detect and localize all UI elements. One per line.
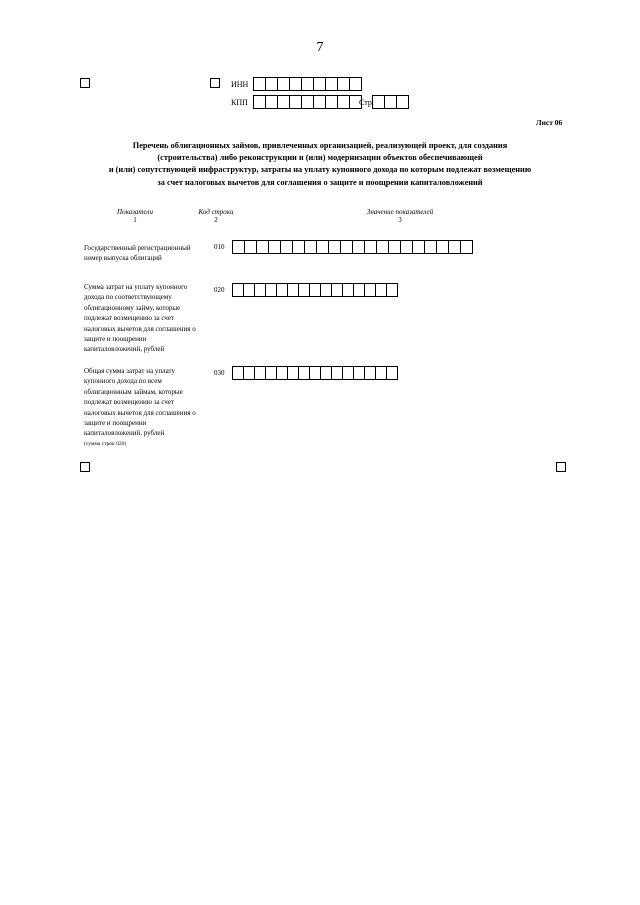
column-header-line-code: Код строки bbox=[198, 208, 234, 216]
input-cell[interactable] bbox=[310, 367, 321, 379]
input-cell[interactable] bbox=[377, 241, 389, 253]
row-label-line: капиталовложений, рублей bbox=[84, 345, 165, 354]
row-label-line: купонного дохода по всем bbox=[84, 377, 162, 386]
corner-marker-top-left bbox=[80, 78, 90, 88]
input-cell[interactable] bbox=[245, 241, 257, 253]
row-note-030: (сумма строк 020) bbox=[84, 440, 127, 447]
input-cell[interactable] bbox=[314, 78, 326, 90]
row-label-030 bbox=[84, 366, 209, 449]
input-cell[interactable] bbox=[299, 367, 310, 379]
input-cell[interactable] bbox=[387, 367, 398, 379]
column-header-indicators: Показатели bbox=[117, 208, 153, 216]
input-cell[interactable] bbox=[332, 367, 343, 379]
input-cell[interactable] bbox=[244, 284, 255, 296]
input-cell[interactable] bbox=[373, 96, 385, 108]
row-label-line: подлежат возмещению за счет bbox=[84, 314, 174, 323]
input-cell[interactable] bbox=[338, 96, 350, 108]
input-cell[interactable] bbox=[365, 367, 376, 379]
input-cell[interactable] bbox=[343, 367, 354, 379]
row-label-line: номер выпуска облигаций bbox=[84, 254, 162, 263]
input-cell[interactable] bbox=[255, 367, 266, 379]
input-cell[interactable] bbox=[343, 284, 354, 296]
row-label-line: подлежат возмещению за счет bbox=[84, 398, 174, 407]
input-cell[interactable] bbox=[293, 241, 305, 253]
input-cell[interactable] bbox=[233, 241, 245, 253]
input-cell[interactable] bbox=[290, 78, 302, 90]
input-cell[interactable] bbox=[299, 284, 310, 296]
input-cell[interactable] bbox=[302, 78, 314, 90]
input-cell[interactable] bbox=[266, 78, 278, 90]
input-cell[interactable] bbox=[326, 78, 338, 90]
page-number: 7 bbox=[316, 40, 324, 55]
input-cell[interactable] bbox=[266, 367, 277, 379]
input-cell[interactable] bbox=[244, 367, 255, 379]
row-label-line: налоговых вычетов для соглашения о bbox=[84, 324, 196, 333]
input-cell[interactable] bbox=[332, 284, 343, 296]
input-cell[interactable] bbox=[266, 284, 277, 296]
input-cell[interactable] bbox=[338, 78, 350, 90]
input-cell[interactable] bbox=[376, 284, 387, 296]
input-cell[interactable] bbox=[413, 241, 425, 253]
input-cell[interactable] bbox=[461, 241, 473, 253]
kpp-field[interactable] bbox=[253, 95, 362, 109]
kpp-label: КПП bbox=[231, 98, 248, 107]
input-cell[interactable] bbox=[277, 367, 288, 379]
corner-marker-bottom-left bbox=[80, 462, 90, 472]
input-cell[interactable] bbox=[326, 96, 338, 108]
row-label-line: защите и поощрении bbox=[84, 335, 147, 344]
input-cell[interactable] bbox=[329, 241, 341, 253]
title-line: и (или) сопутствующей инфраструктур, затраты на уплату купонного дохода по которым подлежат возмещению bbox=[108, 165, 532, 175]
input-cell[interactable] bbox=[257, 241, 269, 253]
input-cell[interactable] bbox=[354, 367, 365, 379]
input-cell[interactable] bbox=[269, 241, 281, 253]
input-cell[interactable] bbox=[354, 284, 365, 296]
row-label-010 bbox=[84, 243, 209, 264]
registration-number-field[interactable] bbox=[232, 240, 473, 254]
input-cell[interactable] bbox=[278, 96, 290, 108]
column-header-values: Значение показателей bbox=[366, 208, 434, 216]
row-label-line: Общая сумма затрат на уплату bbox=[84, 367, 175, 375]
title-line: за счет налоговых вычетов для соглашения о защите и поощрении капиталовложений bbox=[157, 177, 483, 187]
input-cell[interactable] bbox=[281, 241, 293, 253]
row-code-030: 030 bbox=[214, 369, 225, 377]
title-line: (строительства) либо реконструкции и (или) модернизации объектов обеспечивающей bbox=[157, 153, 483, 163]
row-code-010: 010 bbox=[214, 243, 225, 251]
input-cell[interactable] bbox=[437, 241, 449, 253]
input-cell[interactable] bbox=[353, 241, 365, 253]
row-label-line: облигационному займу, которые bbox=[84, 303, 181, 312]
input-cell[interactable] bbox=[266, 96, 278, 108]
input-cell[interactable] bbox=[397, 96, 409, 108]
row-label-line: Государственный регистрационный bbox=[84, 244, 191, 252]
input-cell[interactable] bbox=[341, 241, 353, 253]
input-cell[interactable] bbox=[288, 367, 299, 379]
row-code-020: 020 bbox=[214, 286, 225, 294]
row-label-020 bbox=[84, 282, 209, 355]
input-cell[interactable] bbox=[277, 284, 288, 296]
input-cell[interactable] bbox=[288, 284, 299, 296]
input-cell[interactable] bbox=[278, 78, 290, 90]
input-cell[interactable] bbox=[317, 241, 329, 253]
inn-label: ИНН bbox=[231, 80, 249, 89]
row-label-line: капиталовложений, рублей bbox=[84, 429, 165, 438]
input-cell[interactable] bbox=[425, 241, 437, 253]
column-number-2: 2 bbox=[214, 216, 218, 224]
corner-marker-bottom-right bbox=[556, 462, 566, 472]
corner-marker-top-center bbox=[210, 78, 220, 88]
input-cell[interactable] bbox=[321, 367, 332, 379]
input-cell[interactable] bbox=[365, 241, 377, 253]
row-label-line: защите и поощрении bbox=[84, 419, 147, 428]
input-cell[interactable] bbox=[233, 284, 244, 296]
row-label-line: дохода по соответствующему bbox=[84, 293, 172, 302]
input-cell[interactable] bbox=[401, 241, 413, 253]
coupon-costs-field[interactable] bbox=[232, 283, 398, 297]
form-title bbox=[70, 140, 570, 189]
input-cell[interactable] bbox=[290, 96, 302, 108]
row-label-line: Сумма затрат на уплату купонного bbox=[84, 283, 188, 291]
input-cell[interactable] bbox=[350, 78, 362, 90]
page-field-label: Стр. bbox=[359, 98, 374, 107]
input-cell[interactable] bbox=[254, 78, 266, 90]
input-cell[interactable] bbox=[305, 241, 317, 253]
input-cell[interactable] bbox=[314, 96, 326, 108]
input-cell[interactable] bbox=[389, 241, 401, 253]
sheet-label: Лист 06 bbox=[536, 118, 563, 127]
row-label-line: налоговых вычетов для соглашения о bbox=[84, 408, 196, 417]
input-cell[interactable] bbox=[233, 367, 244, 379]
input-cell[interactable] bbox=[302, 96, 314, 108]
page-field[interactable] bbox=[372, 95, 409, 109]
total-coupon-costs-field[interactable] bbox=[232, 366, 398, 380]
title-line: Перечень облигационных займов, привлеченных организацией, реализующей проект, для создания bbox=[132, 141, 508, 150]
column-number-1: 1 bbox=[133, 216, 137, 224]
input-cell[interactable] bbox=[310, 284, 321, 296]
input-cell[interactable] bbox=[449, 241, 461, 253]
inn-field[interactable] bbox=[253, 77, 362, 91]
input-cell[interactable] bbox=[385, 96, 397, 108]
column-number-3: 3 bbox=[398, 216, 402, 224]
input-cell[interactable] bbox=[365, 284, 376, 296]
input-cell[interactable] bbox=[321, 284, 332, 296]
input-cell[interactable] bbox=[376, 367, 387, 379]
input-cell[interactable] bbox=[255, 284, 266, 296]
row-label-line: облигационным займам, которые bbox=[84, 387, 183, 396]
input-cell[interactable] bbox=[254, 96, 266, 108]
input-cell[interactable] bbox=[387, 284, 398, 296]
